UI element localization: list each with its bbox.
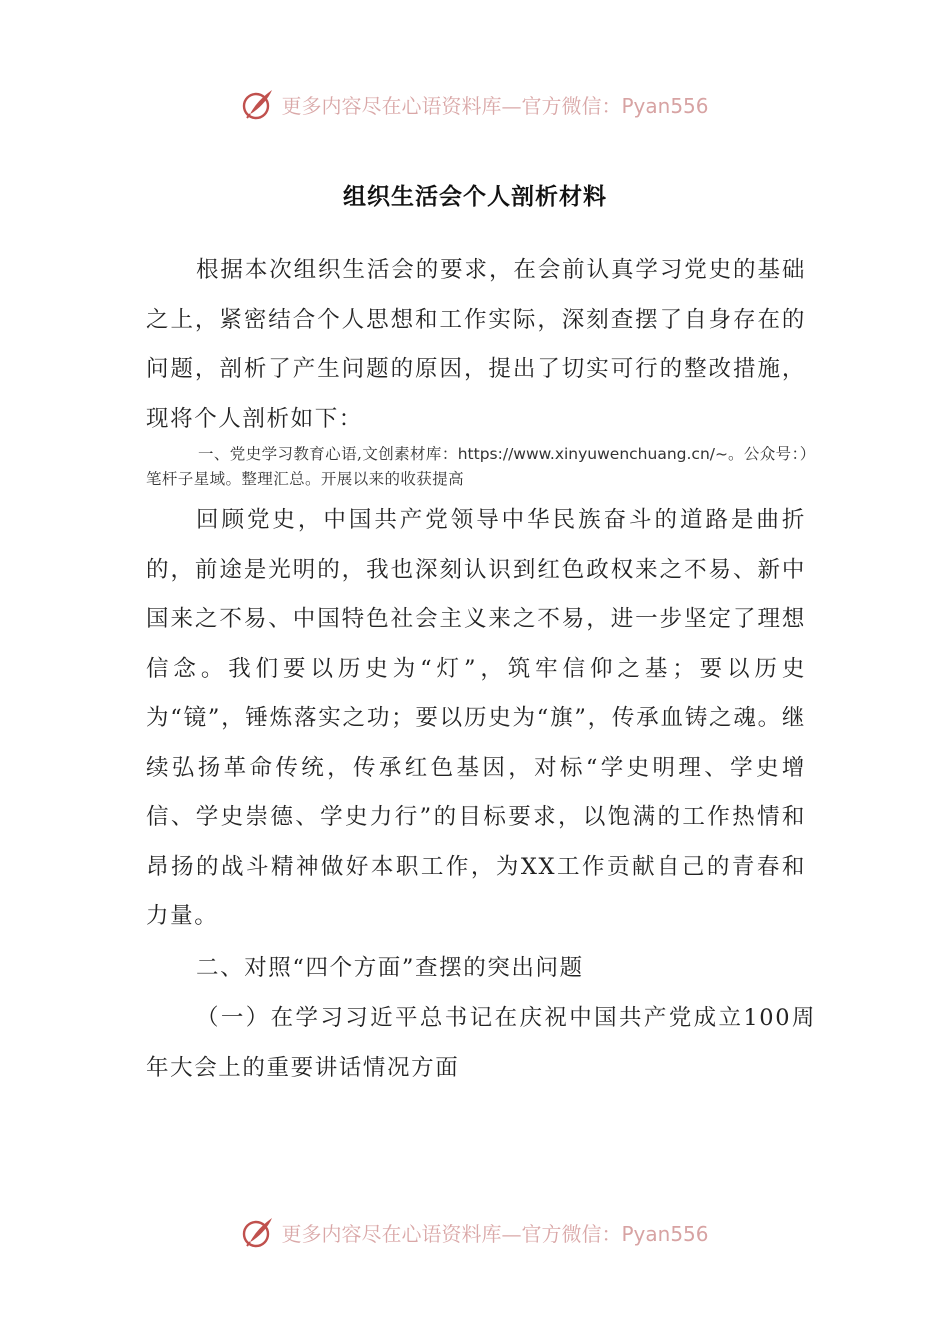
note-suffix: 。公众号：）笔杆子星域。整理汇总。开展以来的收获提高 [146,445,816,488]
header-watermark [0,84,950,124]
note-prefix: 一、党史学习教育心语,文创素材库： [198,445,458,463]
quill-logo-icon [241,87,275,121]
watermark-handle: Pyan556 [621,93,709,118]
watermark-text: 更多内容尽在心语资料库—官方微信：Pyan556 [281,1221,709,1246]
note-url: https://www.xinyuwenchuang.cn/~ [457,445,728,463]
watermark-handle: Pyan556 [621,1221,709,1246]
paragraph-intro: 根据本次组织生活会的要求，在会前认真学习党史的基础之上，紧密结合个人思想和工作实际，深刻查摆了自身存在的问题，剖析了产生问题的原因，提出了切实可行的整改措施，现将个人剖析如下： [146,257,806,432]
document-title: 组织生活会个人剖析材料 [343,183,607,210]
watermark-text: 更多内容尽在心语资料库—官方微信：Pyan556 [281,93,709,118]
section-heading-two: 二、对照“四个方面”查摆的突出问题 [196,955,584,981]
paragraph-review: 回顾党史，中国共产党领导中华民族奋斗的道路是曲折的，前途是光明的，我也深刻认识到红色政权来之不易、新中国来之不易、中国特色社会主义来之不易，进一步坚定了理想信念。我们要以历史为“灯”，筑牢信仰之基；要以历史为“镜”，锤炼落实之功；要以历史为“旗”，传承血铸之魂。继续弘扬革命传统，传承红色基因，对标“学史明理、学史增信、学史崇德、学史力行”的目标要求，以饱满的工作热情和昂扬的战斗精神做好本职工作，为XX工作贡献自己的青春和力量。 [146,507,806,929]
quill-logo-icon [241,1215,275,1249]
footer-watermark [0,1212,950,1252]
subsection-heading-one: （一）在学习习近平总书记在庆祝中国共产党成立100周年大会上的重要讲话情况方面 [146,1005,816,1081]
inserted-note [146,442,816,492]
